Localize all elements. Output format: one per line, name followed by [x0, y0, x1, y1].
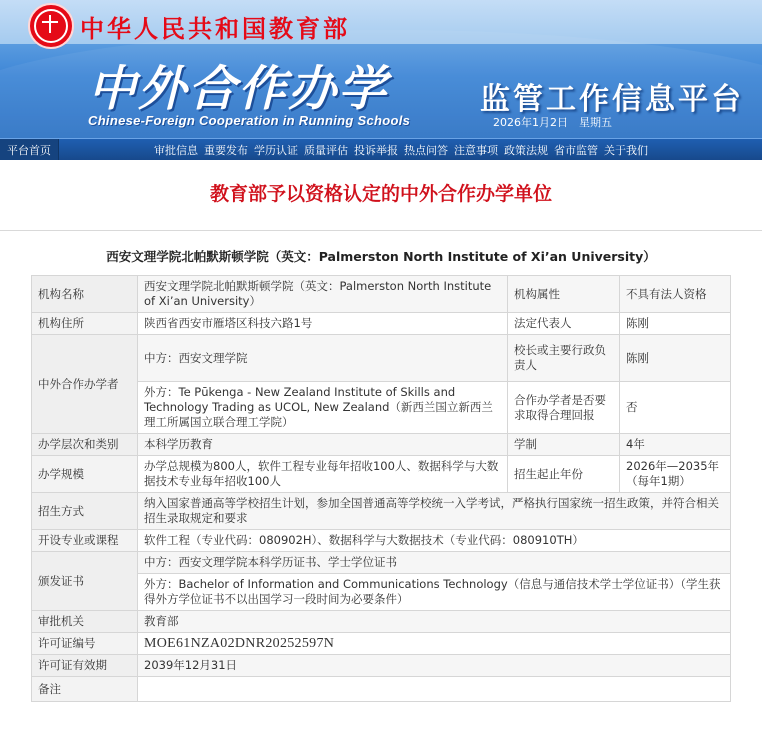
level-value: 本科学历教育 — [138, 434, 508, 456]
nav-links — [154, 142, 648, 158]
address-label: 机构住所 — [32, 313, 138, 335]
return-requirement-label: 合作办学者是否要求取得合理回报 — [508, 382, 620, 434]
parties-label: 中外合作办学者 — [32, 335, 138, 434]
enroll-period-value: 2026年—2035年（每年1期） — [620, 456, 731, 493]
cert-cn-value: 中方：西安文理学院本科学历证书、学士学位证书 — [138, 552, 731, 574]
level-label: 办学层次和类别 — [32, 434, 138, 456]
institution-info-table — [31, 275, 731, 702]
nav-link-provincial-supervision[interactable]: 省市监管 — [554, 143, 598, 157]
ministry-name: 中华人民共和国教育部 — [80, 17, 350, 43]
enroll-method-label: 招生方式 — [32, 493, 138, 530]
nav-link-policies[interactable]: 政策法规 — [504, 143, 548, 157]
table-row — [32, 313, 731, 335]
authority-value: 教育部 — [138, 611, 731, 633]
page-title: 教育部予以资格认定的中外合作办学单位 — [209, 183, 552, 205]
table-row — [32, 530, 731, 552]
licence-value: MOE61NZA02DNR20252597N — [138, 633, 731, 655]
nav-link-complaints[interactable]: 投诉举报 — [354, 143, 398, 157]
divider — [0, 230, 762, 231]
platform-title: 监管工作信息平台 — [480, 82, 744, 117]
site-main-title: 中外合作办学 — [88, 61, 389, 117]
cert-foreign-value: 外方：Bachelor of Information and Communications Technology（信息与通信技术学士学位证书）（学生获得外方学位证书不以出国学习一段时间为必要条件） — [138, 574, 731, 611]
address-value: 陕西省西安市雁塔区科技六路1号 — [138, 313, 508, 335]
table-row — [32, 633, 731, 655]
validity-value: 2039年12月31日 — [138, 655, 731, 677]
legal-rep-value: 陈刚 — [620, 313, 731, 335]
nav-link-faq[interactable]: 热点问答 — [404, 143, 448, 157]
enroll-period-label: 招生起止年份 — [508, 456, 620, 493]
enroll-method-value: 纳入国家普通高等学校招生计划，参加全国普通高等学校统一入学考试，严格执行国家统一招生政策，并符合相关招生录取规定和要求 — [138, 493, 731, 530]
licence-label: 许可证编号 — [32, 633, 138, 655]
nav-link-degree-verification[interactable]: 学历认证 — [254, 143, 298, 157]
courses-value: 软件工程（专业代码：080902H）、数据科学与大数据技术（专业代码：080910TH） — [138, 530, 731, 552]
table-row — [32, 677, 731, 702]
table-row — [32, 611, 731, 633]
cert-label: 颁发证书 — [32, 552, 138, 611]
table-row — [32, 335, 731, 382]
nav-link-approval-info[interactable]: 审批信息 — [154, 143, 198, 157]
scale-value: 办学总规模为800人，软件工程专业每年招收100人、数据科学与大数据技术专业每年招收100人 — [138, 456, 508, 493]
head-label: 校长或主要行政负责人 — [508, 335, 620, 382]
nav-home-link[interactable]: 平台首页 — [0, 139, 59, 160]
site-english-title: Chinese-Foreign Cooperation in Running Schools — [88, 113, 411, 128]
courses-label: 开设专业或课程 — [32, 530, 138, 552]
foreign-party-value: 外方：Te Pūkenga - New Zealand Institute of Skills and Technology Trading as UCOL, New Zealand（新西兰国立新西兰理工所属国立联合理工学院） — [138, 382, 508, 434]
table-row — [32, 655, 731, 677]
name-value: 西安文理学院北帕默斯顿学院（英文：Palmerston North Institute of Xi’an University） — [138, 276, 508, 313]
nav-link-about[interactable]: 关于我们 — [604, 143, 648, 157]
head-value: 陈刚 — [620, 335, 731, 382]
authority-label: 审批机关 — [32, 611, 138, 633]
nav-link-notes[interactable]: 注意事项 — [454, 143, 498, 157]
nav-link-quality-evaluation[interactable]: 质量评估 — [304, 143, 348, 157]
validity-label: 许可证有效期 — [32, 655, 138, 677]
nav-link-announcements[interactable]: 重要发布 — [204, 143, 248, 157]
table-row — [32, 493, 731, 530]
length-value: 4年 — [620, 434, 731, 456]
name-label: 机构名称 — [32, 276, 138, 313]
table-row — [32, 456, 731, 493]
remarks-value — [138, 677, 731, 702]
current-date: 2026年1月2日 星期五 — [493, 116, 612, 129]
main-nav — [0, 138, 762, 160]
site-banner — [0, 0, 762, 138]
scale-label: 办学规模 — [32, 456, 138, 493]
institution-title: 西安文理学院北帕默斯顿学院（英文：Palmerston North Institute of Xi’an University） — [106, 249, 656, 264]
return-requirement-value: 否 — [620, 382, 731, 434]
remarks-label: 备注 — [32, 677, 138, 702]
cn-party-value: 中方：西安文理学院 — [138, 335, 508, 382]
table-row — [32, 552, 731, 574]
nature-label: 机构属性 — [508, 276, 620, 313]
length-label: 学制 — [508, 434, 620, 456]
table-row — [32, 434, 731, 456]
legal-rep-label: 法定代表人 — [508, 313, 620, 335]
nature-value: 不具有法人资格 — [620, 276, 731, 313]
table-row — [32, 276, 731, 313]
ministry-emblem-icon[interactable] — [28, 3, 74, 49]
